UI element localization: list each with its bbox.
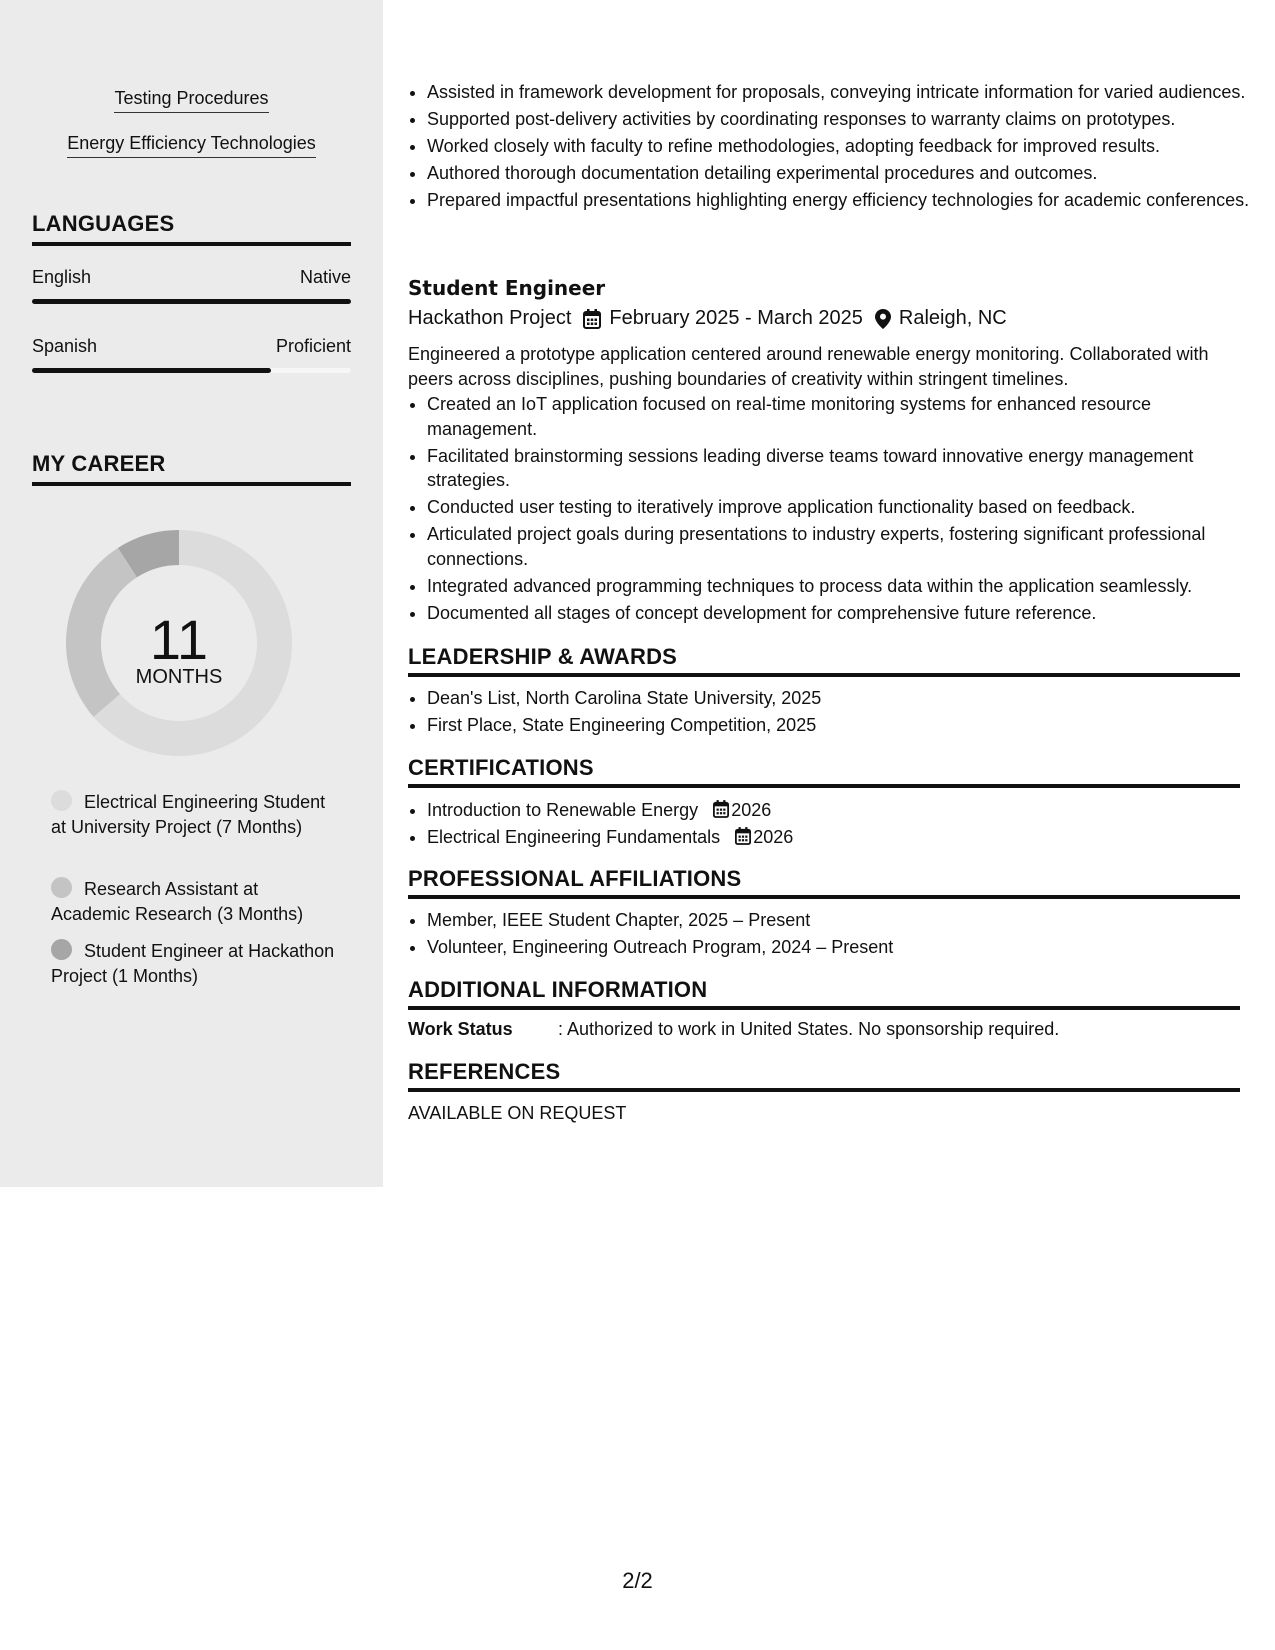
donut-segment-2 bbox=[66, 548, 137, 717]
language-bar bbox=[32, 299, 351, 304]
bullet-item: • Worked closely with faculty to refine methodologies, adopting feedback for improved results. bbox=[427, 134, 1259, 159]
location-pin-icon bbox=[875, 309, 891, 329]
language-row bbox=[32, 336, 351, 357]
affiliation-item: • Volunteer, Engineering Outreach Program, 2024 – Present bbox=[427, 935, 1259, 960]
work-status-row bbox=[408, 1019, 1240, 1040]
bullet-item: • Assisted in framework development for proposals, conveying intricate information for varied audiences. bbox=[427, 80, 1259, 105]
bullet-item: • Facilitated brainstorming sessions leading diverse teams toward innovative energy management strategies. bbox=[427, 444, 1259, 493]
legend-dot bbox=[51, 790, 72, 811]
language-bar-fill bbox=[32, 299, 351, 304]
award-item: • First Place, State Engineering Competition, 2025 bbox=[427, 713, 1259, 738]
certification-item bbox=[427, 798, 1259, 823]
certifications-heading: CERTIFICATIONS bbox=[408, 755, 1240, 788]
bullet-item: • Supported post-delivery activities by coordinating responses to warranty claims on prototypes. bbox=[427, 107, 1259, 132]
bullet-item: • Conducted user testing to iteratively improve application functionality based on feedback. bbox=[427, 495, 1259, 520]
certification-year: 2026 bbox=[731, 800, 772, 820]
work-status-label: Work Status bbox=[408, 1019, 513, 1039]
language-bar-fill bbox=[32, 368, 271, 373]
career-legend-item bbox=[51, 790, 341, 839]
job-company: Hackathon Project bbox=[408, 307, 572, 329]
career-legend-item bbox=[51, 939, 341, 988]
career-legend-label: Electrical Engineering Student at University Project (7 Months) bbox=[51, 792, 326, 837]
bullet-item: • Documented all stages of concept development for comprehensive future reference. bbox=[427, 601, 1259, 626]
bullet-item: • Prepared impactful presentations highlighting energy efficiency technologies for academic conferences. bbox=[427, 188, 1259, 213]
bullet-item: • Created an IoT application focused on real-time monitoring systems for enhanced resource management. bbox=[427, 392, 1259, 441]
award-item: • Dean's List, North Carolina State University, 2025 bbox=[427, 686, 1259, 711]
leadership-list bbox=[408, 686, 1259, 740]
work-status-value: : Authorized to work in United States. No sponsorship required. bbox=[558, 1019, 1060, 1039]
certifications-list bbox=[408, 798, 1259, 852]
skill-item: Testing Procedures bbox=[0, 88, 383, 113]
career-total-value: 11 bbox=[149, 608, 209, 671]
career-legend-item bbox=[51, 877, 341, 926]
bullet-item: • Authored thorough documentation detailing experimental procedures and outcomes. bbox=[427, 161, 1259, 186]
career-legend-label: Research Assistant at Academic Research (3 Months) bbox=[51, 879, 304, 924]
bullet-item: • Integrated advanced programming techniques to process data within the application seamlessly. bbox=[427, 574, 1259, 599]
leadership-heading: LEADERSHIP & AWARDS bbox=[408, 644, 1240, 677]
affiliation-item: • Member, IEEE Student Chapter, 2025 – Present bbox=[427, 908, 1259, 933]
certification-name: Introduction to Renewable Energy bbox=[427, 800, 699, 820]
career-heading: MY CAREER bbox=[32, 451, 351, 486]
previous-job-bullets bbox=[408, 80, 1259, 215]
job-bullets bbox=[408, 392, 1259, 628]
affiliations-list bbox=[408, 908, 1259, 962]
affiliations-heading: PROFESSIONAL AFFILIATIONS bbox=[408, 866, 1240, 899]
job-dates: February 2025 - March 2025 bbox=[609, 307, 863, 329]
language-level: Proficient bbox=[275, 336, 351, 356]
language-row bbox=[32, 267, 351, 288]
calendar-icon bbox=[735, 827, 751, 845]
calendar-icon bbox=[713, 800, 729, 818]
job-title: Student Engineer bbox=[408, 276, 606, 300]
references-text: AVAILABLE ON REQUEST bbox=[408, 1103, 627, 1123]
bullet-item: • Articulated project goals during presentations to industry experts, fostering significant professional connections. bbox=[427, 522, 1259, 571]
career-donut-chart bbox=[66, 530, 292, 756]
legend-dot bbox=[51, 877, 72, 898]
job-location: Raleigh, NC bbox=[898, 307, 1007, 329]
calendar-icon bbox=[583, 309, 601, 329]
career-total-unit: MONTHS bbox=[135, 666, 223, 688]
certification-item bbox=[427, 825, 1259, 850]
career-legend-label: Student Engineer at Hackathon Project (1 Months) bbox=[51, 941, 335, 986]
sidebar bbox=[0, 0, 383, 1187]
skill-item: Energy Efficiency Technologies bbox=[0, 133, 383, 158]
certification-year: 2026 bbox=[753, 827, 794, 847]
certification-name: Electrical Engineering Fundamentals bbox=[427, 827, 721, 847]
additional-info-heading: ADDITIONAL INFORMATION bbox=[408, 977, 1240, 1010]
language-level: Native bbox=[299, 267, 351, 287]
page-number: 2/2 bbox=[622, 1568, 653, 1593]
language-name: English bbox=[32, 267, 92, 287]
job-meta bbox=[408, 307, 1240, 330]
references-heading: REFERENCES bbox=[408, 1059, 1240, 1092]
language-bar bbox=[32, 368, 351, 373]
languages-heading: LANGUAGES bbox=[32, 211, 351, 246]
legend-dot bbox=[51, 939, 72, 960]
language-name: Spanish bbox=[32, 336, 98, 356]
job-summary: Engineered a prototype application centered around renewable energy monitoring. Collaborated with peers across disciplines, pushing boundaries of creativity within stringent timelines. bbox=[408, 344, 1209, 389]
